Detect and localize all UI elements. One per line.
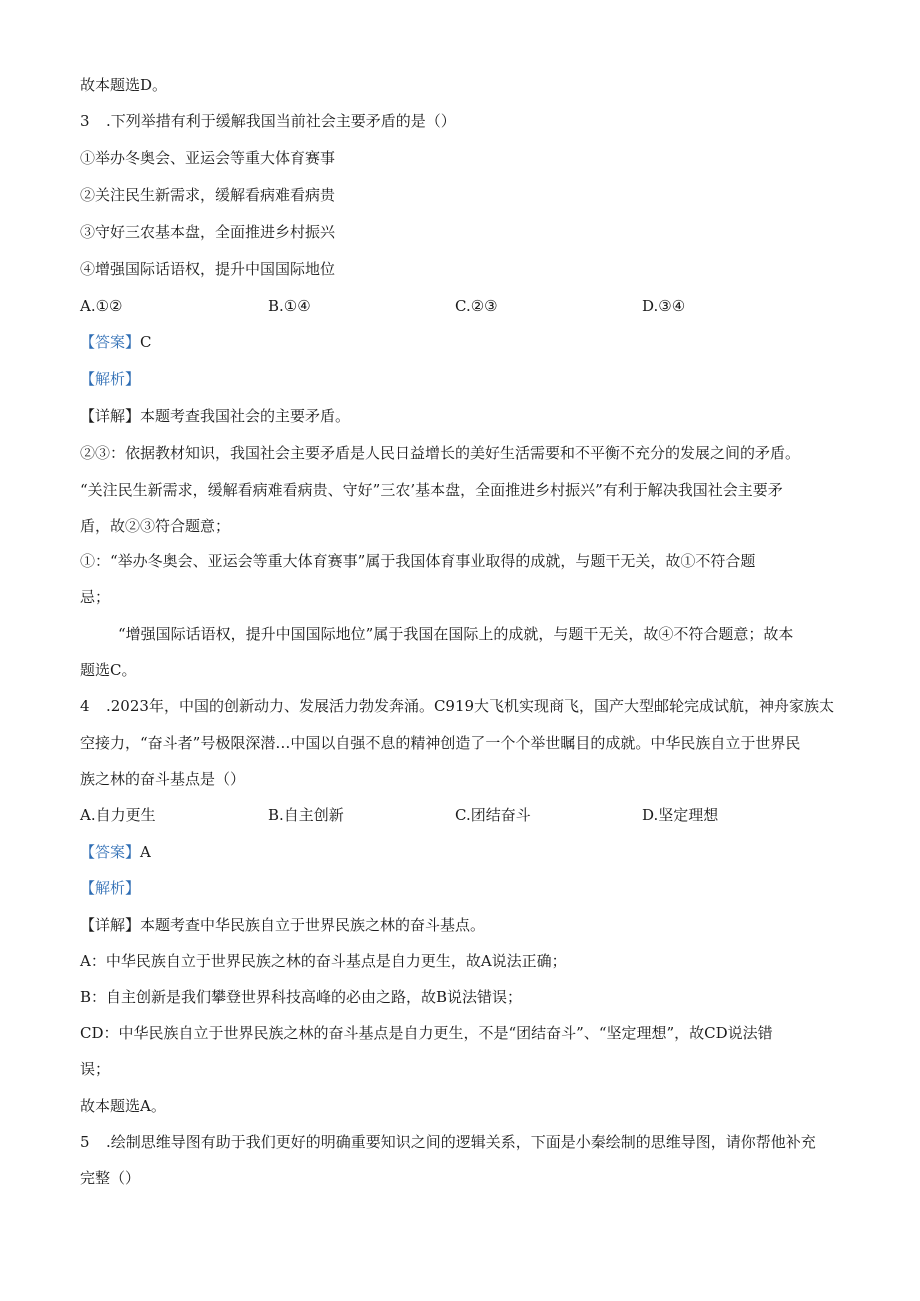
q4-stem-text-1: .2023年，中国的创新动力、发展活力勃发奔涌。C919大飞机实现商飞，国产大型邮轮完成试航，神舟家族太 [106, 697, 835, 715]
q4-number: 4 [80, 697, 90, 715]
q4-answer-value: A [140, 843, 151, 861]
q3-analysis-line-1: ②③：依据教材知识，我国社会主要矛盾是人民日益增长的美好生活需要和不平衡不充分的发展之间的矛盾。 [80, 444, 801, 462]
q3-analysis-line-5: 忌； [80, 588, 111, 606]
q3-analysis-line-2: “关注民生新需求，缓解看病难看病贵、守好”三农’基本盘，全面推进乡村振兴”有利于解决我国社会主要矛 [80, 481, 783, 499]
q3-option-d: D.③④ [642, 297, 686, 315]
q4-stem-line-3: 族之林的奋斗基点是（） [80, 770, 246, 788]
q3-item-4: ④增强国际话语权，提升中国国际地位 [80, 260, 336, 278]
q4-analysis-line-5: 故本题选A。 [80, 1097, 166, 1115]
q4-option-a: A.自力更生 [80, 806, 156, 824]
q5-number: 5 [80, 1133, 90, 1151]
q3-option-b: B.①④ [268, 297, 311, 315]
q3-number: 3 [80, 112, 90, 130]
q3-item-2: ②关注民生新需求，缓解看病难看病贵 [80, 186, 336, 204]
q3-answer-value: C [140, 333, 152, 351]
q3-detail-text: 本题考查我国社会的主要矛盾。 [140, 407, 351, 425]
q4-analysis-line-2: B：自主创新是我们攀登世界科技高峰的必由之路，故B说法错误； [80, 988, 523, 1006]
q4-answer-tag: 【答案】 [80, 843, 141, 861]
q3-analysis-line-6: “增强国际话语权，提升中国国际地位”属于我国在国际上的成就，与题干无关，故④不符合题意；故本 [118, 625, 794, 643]
q3-analysis-line-3: 盾，故②③符合题意； [80, 517, 231, 535]
q3-detail-tag: 【详解】 [80, 407, 141, 425]
q5-stem-line-2: 完整（） [80, 1169, 141, 1187]
q5-stem-text-1: .绘制思维导图有助于我们更好的明确重要知识之间的逻辑关系，下面是小秦绘制的思维导图，请你帮他补充 [106, 1133, 816, 1151]
q4-answer [80, 842, 151, 862]
q3-answer [80, 332, 152, 352]
q4-analysis-tag: 【解析】 [80, 879, 141, 897]
q4-option-d: D.坚定理想 [642, 806, 719, 824]
q5-stem-line-1 [80, 1132, 816, 1152]
q3-option-a: A.①② [80, 297, 123, 315]
q4-option-b: B.自主创新 [268, 806, 344, 824]
q3-stem [80, 111, 456, 131]
previous-answer-end: 故本题选D。 [80, 76, 168, 94]
q3-analysis-line-4: ①：“举办冬奥会、亚运会等重大体育赛事”属于我国体育事业取得的成就，与题干无关，故①不符合题 [80, 552, 756, 570]
q3-item-1: ①举办冬奥会、亚运会等重大体育赛事 [80, 149, 336, 167]
q3-analysis-line-7: 题选C。 [80, 661, 137, 679]
q4-stem-line-1 [80, 696, 834, 716]
q4-analysis-line-4: 误； [80, 1060, 111, 1078]
q4-detail-text: 本题考查中华民族自立于世界民族之林的奋斗基点。 [140, 916, 486, 934]
q3-item-3: ③守好三农基本盘，全面推进乡村振兴 [80, 223, 336, 241]
q3-stem-text: .下列举措有利于缓解我国当前社会主要矛盾的是（） [106, 112, 456, 130]
q3-answer-tag: 【答案】 [80, 333, 141, 351]
q4-analysis-line-1: A：中华民族自立于世界民族之林的奋斗基点是自力更生，故A说法正确； [80, 952, 567, 970]
q4-detail [80, 915, 485, 935]
q4-option-c: C.团结奋斗 [455, 806, 531, 824]
q3-analysis-tag: 【解析】 [80, 370, 141, 388]
q3-option-c: C.②③ [455, 297, 498, 315]
q4-analysis-line-3: CD：中华民族自立于世界民族之林的奋斗基点是自力更生，不是“团结奋斗”、“坚定理想”，故CD说法错 [80, 1024, 773, 1042]
q4-stem-line-2: 空接力，“奋斗者”号极限深潜…中国以自强不息的精神创造了一个个举世瞩目的成就。中华民族自立于世界民 [80, 734, 801, 752]
q3-detail [80, 406, 350, 426]
q4-detail-tag: 【详解】 [80, 916, 141, 934]
